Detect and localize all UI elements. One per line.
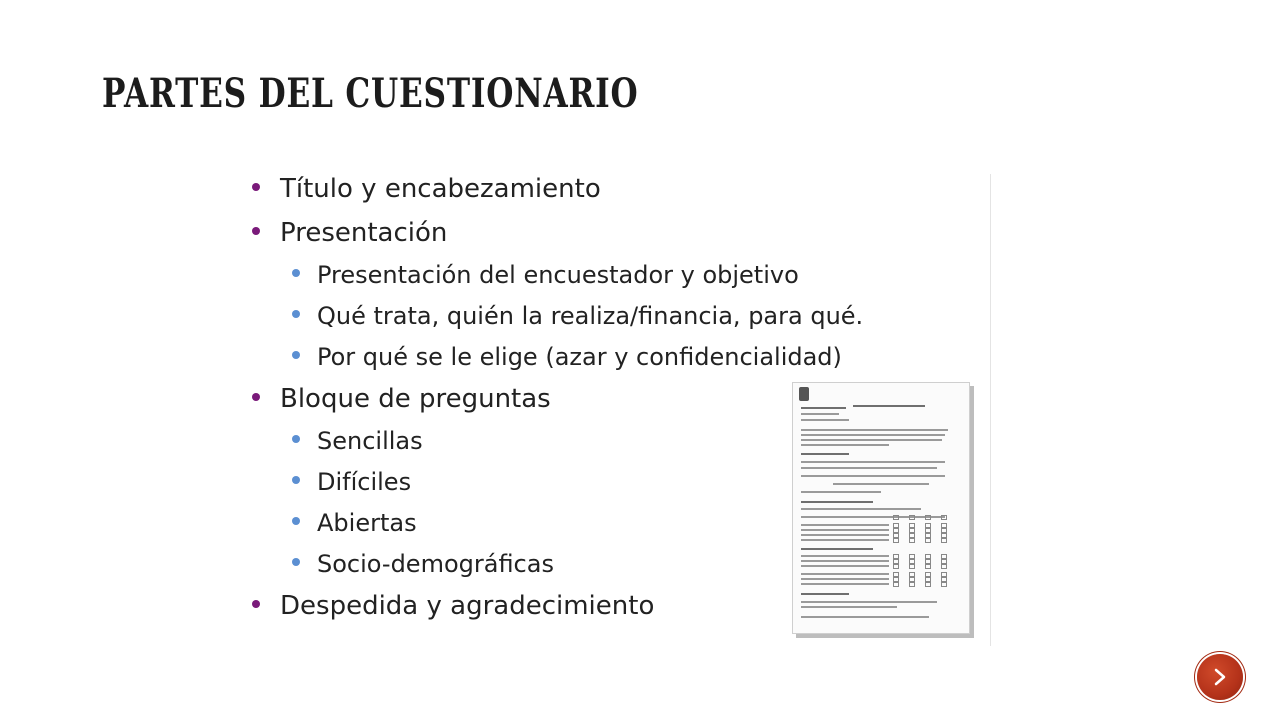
checkbox-mark (893, 582, 899, 587)
document-text-line (801, 539, 889, 541)
document-text-line (801, 578, 889, 580)
document-text-line (801, 606, 897, 608)
document-text-line (801, 439, 942, 441)
bullet-dot (292, 558, 300, 566)
checkbox-mark (941, 582, 947, 587)
document-header (799, 387, 959, 407)
bullet-text: Presentación del encuestador y objetivo (317, 261, 799, 289)
bullet-text: Título y encabezamiento (280, 174, 601, 204)
document-text-line (801, 467, 937, 469)
bullet-dot (292, 269, 300, 277)
checkbox-mark (893, 538, 899, 543)
next-slide-button[interactable] (1197, 654, 1243, 700)
document-text-line (853, 405, 925, 407)
bullet-dot (252, 227, 260, 235)
bullet-dot (292, 476, 300, 484)
document-text-line (801, 616, 929, 618)
document-text-line (801, 516, 945, 518)
bullet-dot (292, 435, 300, 443)
sub-bullet-item (292, 550, 554, 578)
checkbox-mark (925, 515, 931, 520)
document-text-line (801, 419, 849, 421)
bullet-text: Presentación (280, 218, 448, 248)
document-text-line (801, 534, 889, 536)
document-text-line (801, 444, 889, 446)
document-text-line (801, 555, 889, 557)
document-text-line (801, 407, 846, 409)
document-text-line (801, 434, 945, 436)
sub-bullet-item (292, 343, 842, 371)
checkbox-mark (909, 538, 915, 543)
slide-title: PARTES DEL CUESTIONARIO (102, 70, 639, 117)
document-text-line (801, 491, 881, 493)
content-divider (990, 174, 991, 646)
bullet-dot (292, 517, 300, 525)
document-text-line (801, 501, 873, 503)
document-text-line (801, 413, 839, 415)
checkbox-mark (909, 515, 915, 520)
bullet-text: Por qué se le elige (azar y confidencialidad) (317, 343, 842, 371)
sub-bullet-item (292, 302, 863, 330)
checkbox-mark (925, 564, 931, 569)
checkbox-mark (909, 582, 915, 587)
sub-bullet-item (292, 261, 799, 289)
sub-bullet-item (292, 468, 411, 496)
document-text-line (801, 461, 945, 463)
bullet-item (252, 591, 654, 621)
checkbox-mark (941, 564, 947, 569)
bullet-text: Despedida y agradecimiento (280, 591, 655, 621)
document-text-line (801, 593, 849, 595)
crest-icon (799, 387, 809, 401)
document-text-line (833, 483, 929, 485)
document-text-line (801, 583, 889, 585)
checkbox-mark (893, 515, 899, 520)
bullet-dot (292, 310, 300, 318)
document-text-line (801, 601, 937, 603)
bullet-item (252, 384, 551, 414)
bullet-item (252, 174, 601, 204)
checkbox-mark (925, 538, 931, 543)
sub-bullet-item (292, 509, 417, 537)
document-text-line (801, 453, 849, 455)
bullet-dot (252, 600, 260, 608)
bullet-text: Abiertas (317, 509, 417, 537)
document-text-line (801, 548, 873, 550)
bullet-dot (292, 351, 300, 359)
checkbox-mark (941, 515, 947, 520)
document-text-line (801, 565, 889, 567)
checkbox-mark (941, 538, 947, 543)
bullet-text: Qué trata, quién la realiza/financia, para qué. (317, 302, 864, 330)
checkbox-mark (925, 582, 931, 587)
document-text-line (801, 529, 889, 531)
questionnaire-document-icon (792, 382, 970, 634)
document-text-line (801, 508, 921, 510)
document-text-line (801, 429, 948, 431)
checkbox-mark (909, 564, 915, 569)
bullet-text: Bloque de preguntas (280, 384, 551, 414)
sub-bullet-item (292, 427, 423, 455)
document-text-line (801, 475, 945, 477)
bullet-dot (252, 393, 260, 401)
bullet-dot (252, 183, 260, 191)
bullet-item (252, 218, 447, 248)
checkbox-mark (893, 564, 899, 569)
bullet-text: Sencillas (317, 427, 423, 455)
bullet-text: Difíciles (317, 468, 412, 496)
document-text-line (801, 560, 889, 562)
document-text-line (801, 573, 889, 575)
bullet-text: Socio-demográficas (317, 550, 554, 578)
document-text-line (801, 524, 889, 526)
chevron-right-icon (1212, 668, 1228, 686)
